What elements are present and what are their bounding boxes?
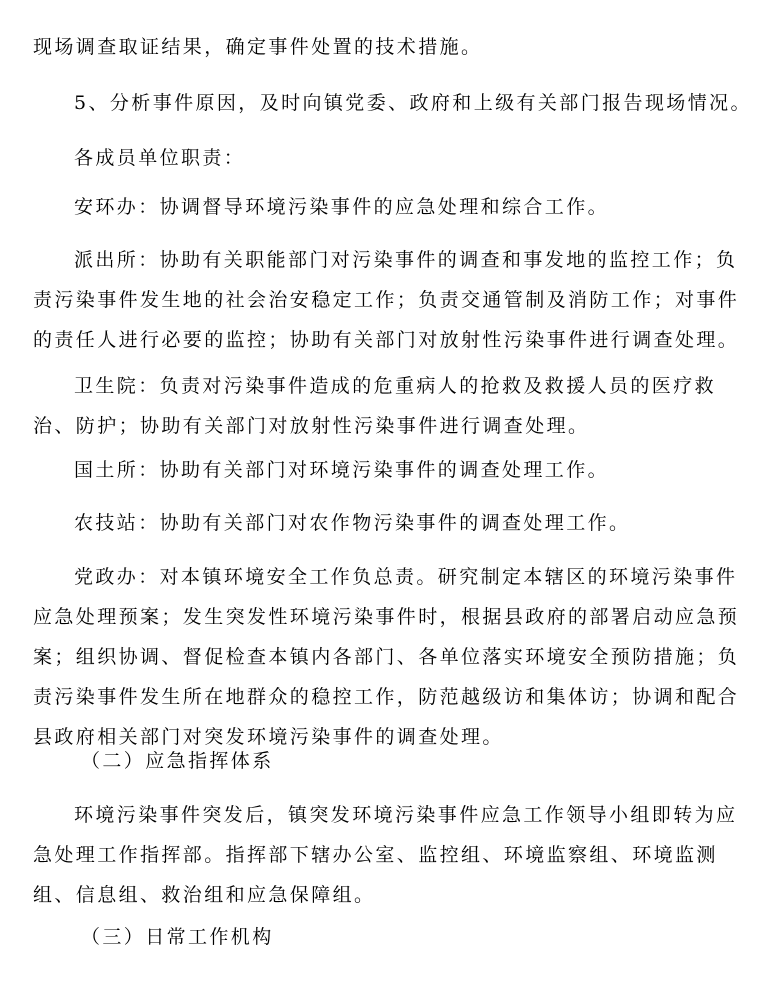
text-line: 派出所：协助有关职能部门对污染事件的调查和事发地的监控工作；负 [74, 249, 738, 271]
text-line: 县政府相关部门对突发环境污染事件的调查处理。 [33, 726, 504, 748]
text-line: 现场调查取证结果，确定事件处置的技术措施。 [33, 36, 483, 58]
text-line: 责污染事件发生所在地群众的稳控工作，防范越级访和集体访；协调和配合 [33, 686, 740, 708]
paragraph-health-center [33, 366, 738, 446]
text-line: 5、分析事件原因，及时向镇党委、政府和上级有关部门报告现场情况。 [74, 92, 752, 114]
text-line: 的责任人进行必要的监控；协助有关部门对放射性污染事件进行调查处理。 [33, 329, 740, 351]
text-line: 案；组织协调、督促检查本镇内各部门、各单位落实环境安全预防措施；负 [33, 646, 740, 668]
text-line: 急处理工作指挥部。指挥部下辖办公室、监控组、环境监察组、环境监测 [33, 844, 718, 866]
text-line: 环境污染事件突发后，镇突发环境污染事件应急工作领导小组即转为应 [74, 804, 738, 826]
section-heading-command-system [33, 741, 738, 781]
text-line: 各成员单位职责： [74, 147, 246, 169]
text-line: （三）日常工作机构 [81, 926, 274, 948]
text-line: 应急处理预案；发生突发性环境污染事件时，根据县政府的部署启动应急预 [33, 606, 740, 628]
text-line: 党政办：对本镇环境安全工作负总责。研究制定本辖区的环境污染事件 [74, 566, 738, 588]
paragraph-agri-station [33, 503, 738, 543]
section-heading-daily-agency [33, 917, 738, 957]
paragraph-item-5 [33, 83, 752, 123]
text-line: 责污染事件发生地的社会治安稳定工作；负责交通管制及消防工作；对事件 [33, 289, 740, 311]
paragraph-party-office [33, 557, 738, 757]
paragraph-land-office [33, 450, 738, 490]
text-line: 农技站：协助有关部门对农作物污染事件的调查处理工作。 [74, 512, 631, 534]
text-line: （二）应急指挥体系 [81, 750, 274, 772]
paragraph-continued [33, 27, 738, 67]
paragraph-police-station [33, 240, 738, 360]
paragraph-member-duties-title [33, 138, 738, 178]
text-line: 治、防护；协助有关部门对放射性污染事件进行调查处理。 [33, 415, 590, 437]
text-line: 组、信息组、救治组和应急保障组。 [33, 884, 376, 906]
text-line: 卫生院：负责对污染事件造成的危重病人的抢救及救援人员的医疗救 [74, 375, 717, 397]
paragraph-anhuanban [33, 187, 738, 227]
paragraph-command-system [33, 795, 738, 915]
text-line: 安环办：协调督导环境污染事件的应急处理和综合工作。 [74, 196, 610, 218]
text-line: 国土所：协助有关部门对环境污染事件的调查处理工作。 [74, 459, 610, 481]
